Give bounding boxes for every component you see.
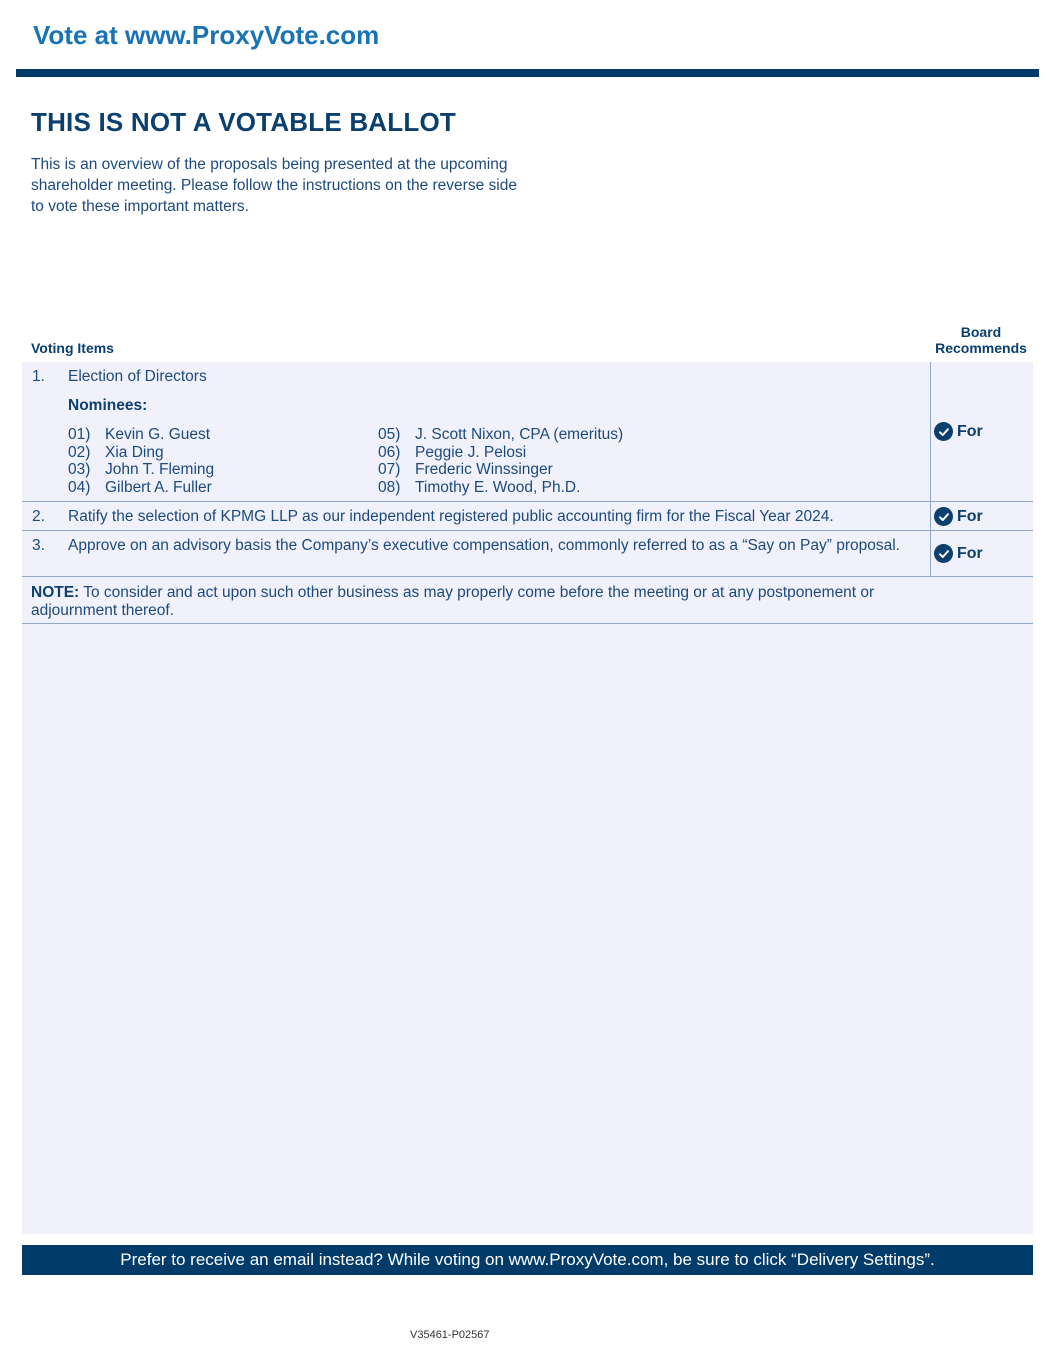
nominee-code: 04) <box>68 478 91 496</box>
nominee-name: J. Scott Nixon, CPA (emeritus) <box>415 426 624 443</box>
recommendation-for <box>934 544 983 563</box>
nominee-code: 08) <box>378 478 401 496</box>
page-title: THIS IS NOT A VOTABLE BALLOT <box>31 107 456 137</box>
recommendation-label: For <box>957 507 983 525</box>
item-number: 3. <box>32 537 45 554</box>
nominee-code: 03) <box>68 461 91 478</box>
recommendation-for <box>934 422 983 441</box>
nominee-name: Xia Ding <box>105 443 164 461</box>
email-delivery-banner <box>22 1245 1033 1275</box>
banner-text: Prefer to receive an email instead? While voting on www.ProxyVote.com, be sure to click “Delivery Settings”. <box>120 1250 935 1269</box>
nominee-code: 07) <box>378 461 401 478</box>
check-circle-icon <box>934 544 953 563</box>
item-text: Ratify the selection of KPMG LLP as our independent registered public accounting firm for the Fiscal Year 2024. <box>68 508 834 525</box>
note-body: To consider and act upon such other business as may properly come before the meeting or at any postponement or adjournment thereof. <box>31 584 875 619</box>
note-text <box>31 584 931 619</box>
item-number: 2. <box>32 508 45 525</box>
intro-paragraph: This is an overview of the proposals being presented at the upcoming shareholder meeting. Please follow the instructions on the reverse side to vote these important matters. <box>31 156 517 215</box>
nominee-code: 05) <box>378 426 401 443</box>
item-text: Election of Directors <box>68 368 207 385</box>
recommendation-label: For <box>957 422 983 440</box>
nominee <box>68 461 214 479</box>
board-header-line1: Board <box>960 324 1002 340</box>
nominee-name: Gilbert A. Fuller <box>105 478 212 496</box>
nominee-name: Peggie J. Pelosi <box>415 443 527 461</box>
nominee <box>378 479 580 497</box>
nominee <box>68 426 210 444</box>
note-label: NOTE: <box>31 584 80 601</box>
recommendation-for <box>934 507 983 526</box>
check-circle-icon <box>934 507 953 526</box>
item-text: Approve on an advisory basis the Company’s executive compensation, commonly referred to as a “Say on Pay” proposal. <box>68 537 900 554</box>
nominee-code: 01) <box>68 426 91 443</box>
nominee <box>378 426 623 444</box>
nominee-code: 06) <box>378 443 401 461</box>
board-recommends-header <box>928 324 1034 356</box>
nominee-name: John T. Fleming <box>105 461 215 478</box>
vote-website-link[interactable]: Vote at www.ProxyVote.com <box>33 20 380 50</box>
nominees-label: Nominees: <box>68 397 148 414</box>
nominee-name: Frederic Winssinger <box>415 461 553 478</box>
nominee-name: Timothy E. Wood, Ph.D. <box>415 478 581 496</box>
check-circle-icon <box>934 422 953 441</box>
nominee <box>68 479 212 497</box>
voting-items-header: Voting Items <box>31 340 114 356</box>
nominee-code: 02) <box>68 443 91 461</box>
nominee-name: Kevin G. Guest <box>105 426 211 443</box>
board-header-line2: Recommends <box>935 340 1027 356</box>
item-number: 1. <box>32 368 45 385</box>
nominee <box>378 444 526 462</box>
document-code: V35461-P02567 <box>410 1329 490 1341</box>
nominee <box>378 461 553 479</box>
header-rule <box>16 69 1039 77</box>
nominee <box>68 444 164 462</box>
recommendation-label: For <box>957 544 983 562</box>
